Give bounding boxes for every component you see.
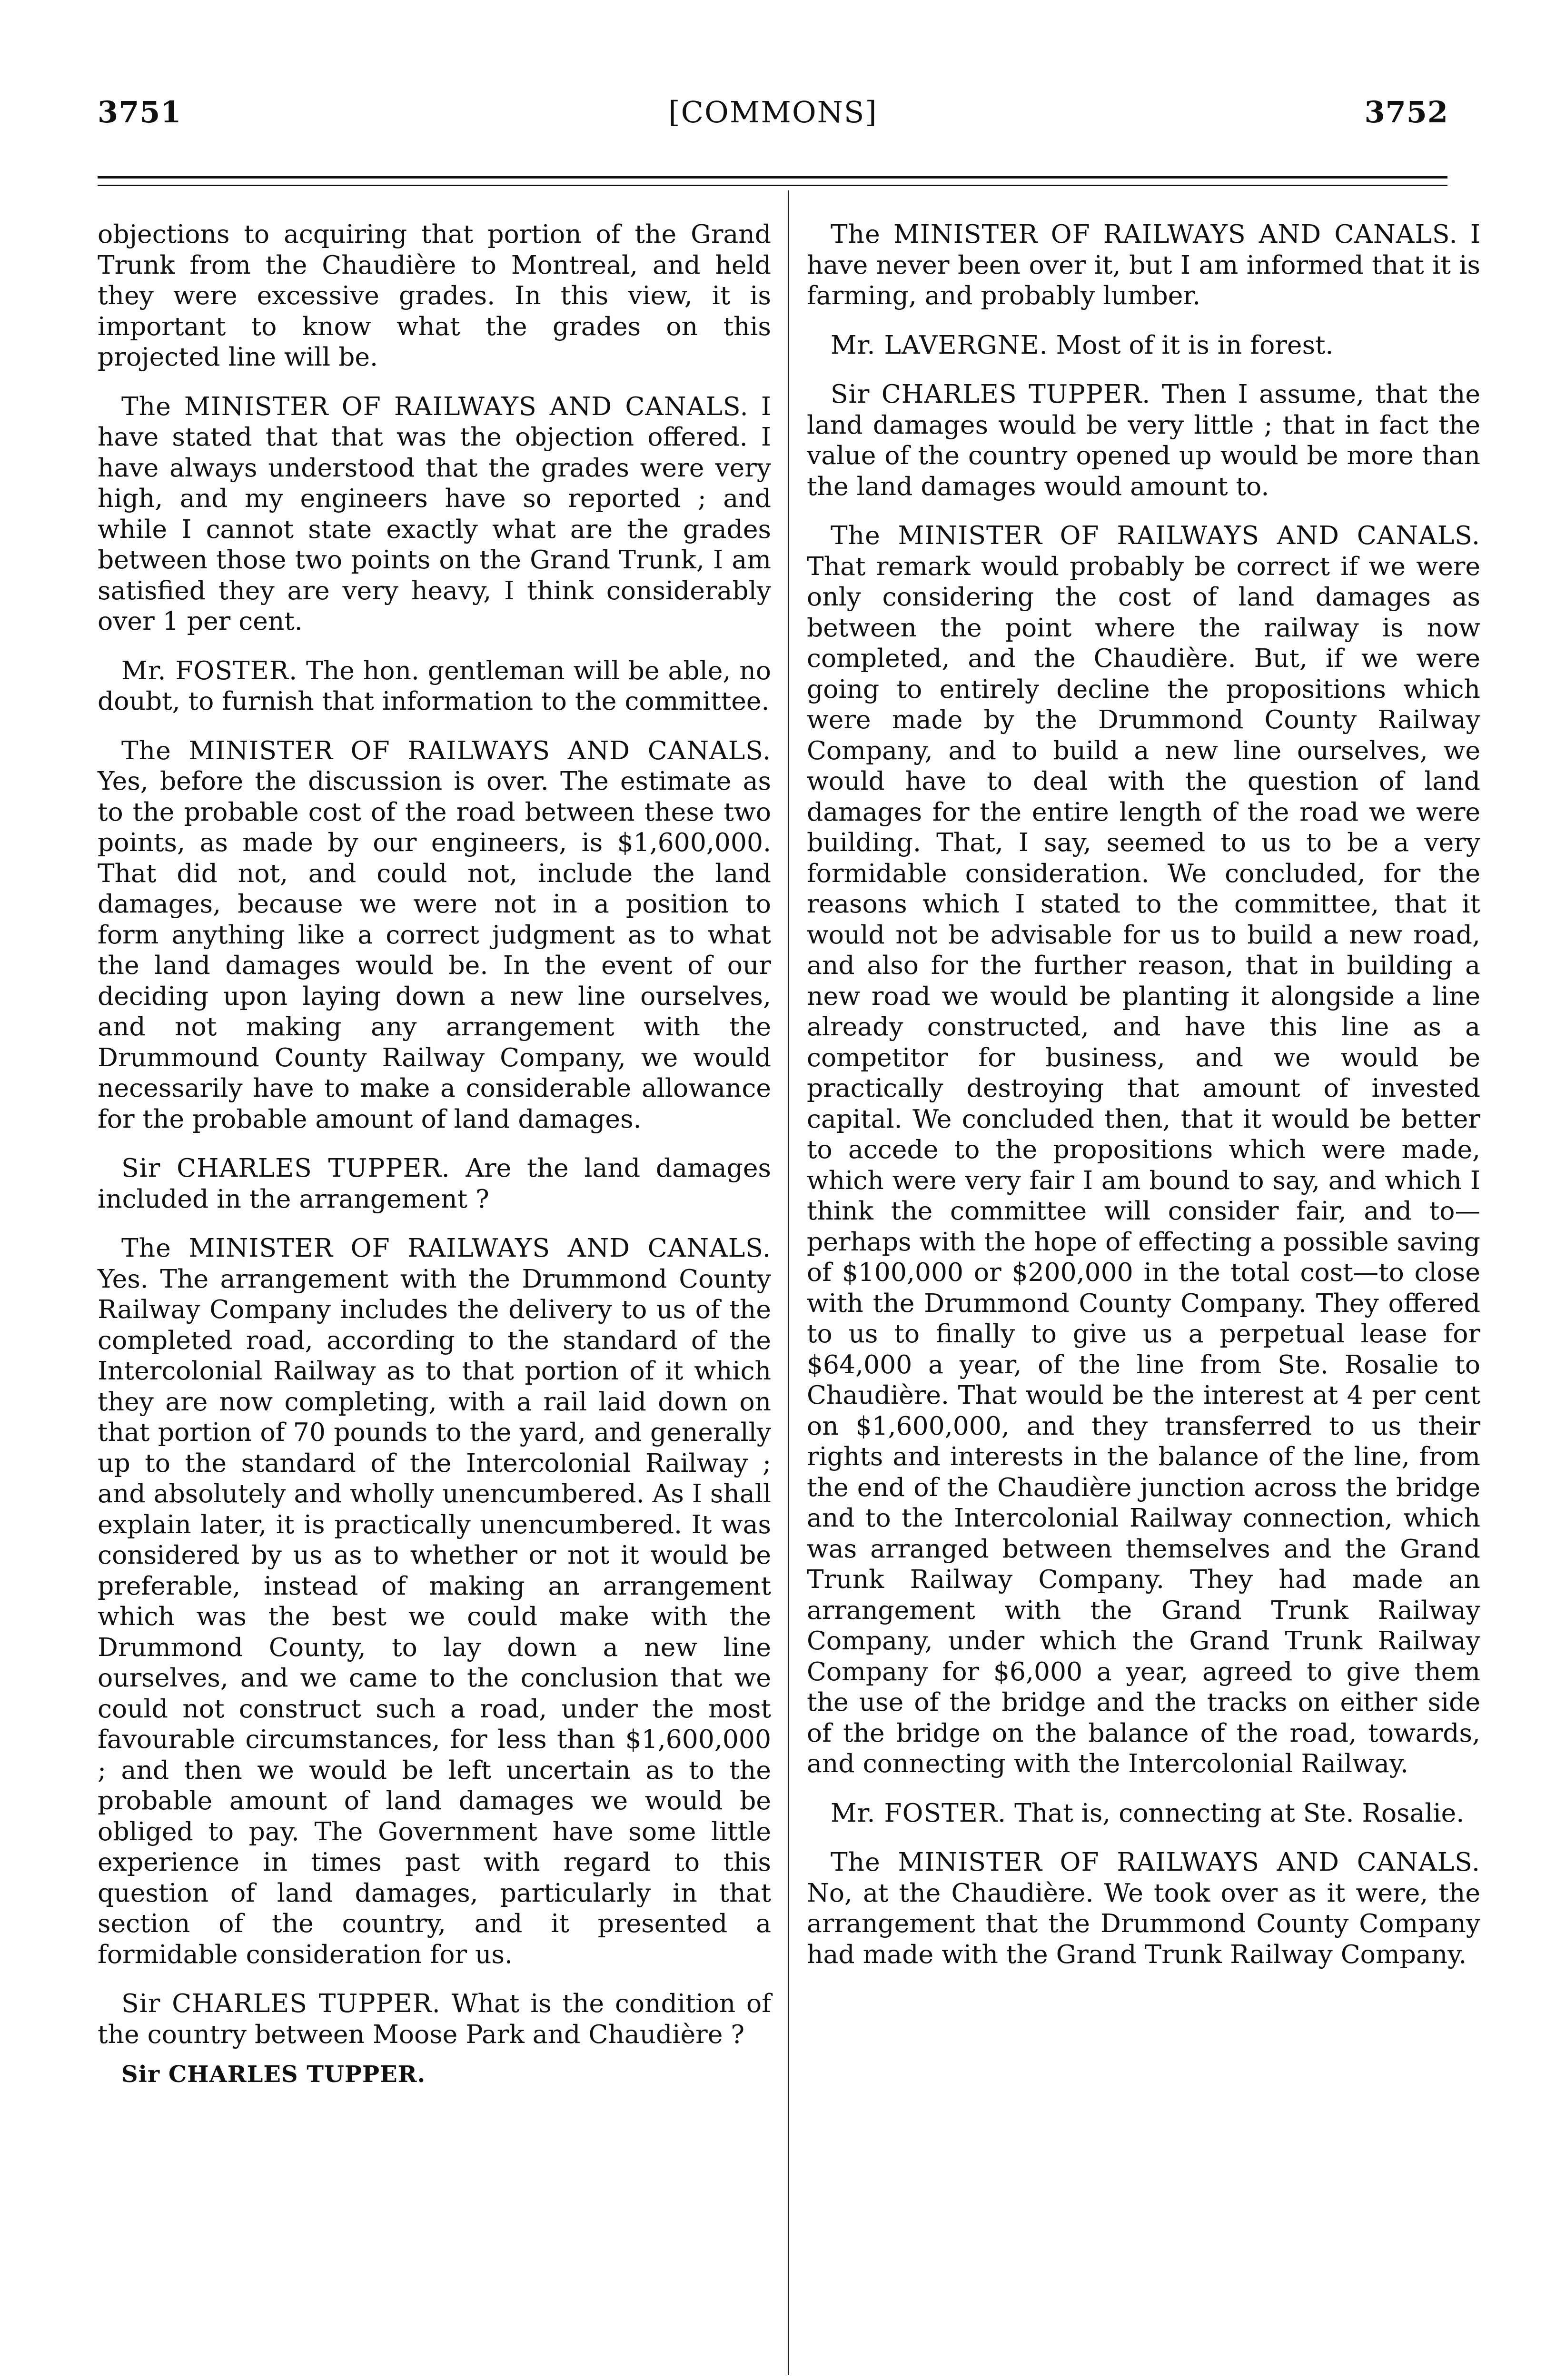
- speaker-name: Mr. FOSTER.: [831, 1797, 1007, 1828]
- paragraph-text: No, at the Chaudière. We took over as it were, the arrangement that the Drummond County Company had made with the Grand Trunk Railway Company.: [807, 1877, 1480, 1969]
- speaker-name: Sir CHARLES TUPPER.: [121, 1988, 441, 2018]
- header-rule-bottom: [98, 185, 1447, 186]
- speech-paragraph: [98, 1988, 771, 2050]
- speech-paragraph: [807, 1798, 1480, 1829]
- paragraph-text: objections to acquiring that portion of the Grand Trunk from the Chaudière to Montreal, and held they were excessive grades. In this view, it is important to know what the grades on this projected line will be.: [98, 219, 771, 372]
- paragraph-text: I have stated that that was the objection offered. I have always understood that the grades were very high, and my engineers have so reported ; and while I cannot state exactly what are the grades between those two points on the Grand Trunk, I am satisfied they are very heavy, I think considerably over 1 per cent.: [98, 391, 771, 636]
- speech-paragraph: [98, 655, 771, 717]
- speaker-name: Sir CHARLES TUPPER.: [831, 379, 1151, 409]
- paragraph-text: That remark would probably be correct if we were only considering the cost of land damages as between the point where the railway is now completed, and the Chaudière. But, if we were going to entirely decline the propositions which were made by the Drummond County Railway Company, and to build a new line ourselves, we would have to deal with the question of land damages for the entire length of the road we were building. That, I say, seemed to us to be a very formidable consideration. We concluded, for the reasons which I stated to the committee, that it would not be advisable for us to build a new road, and also for the further reason, that in building a new road we would be planting it alongside a line already constructed, and have this line as a competitor for business, and we would be practically destroying that amount of invested capital. We concluded then, that it would be better to accede to the propositions which were made, which were very fair I am bound to say, and which I think the committee will consider fair, and to—perhaps with the hope of effecting a possible saving of $100,000 or $200,000 in the total cost—to close with the Drummond County Company. They offered to us to finally to give us a perpetual lease for $64,000 a year, of the line from Ste. Rosalie to Chaudière. That would be the interest at 4 per cent on $1,600,000, and they transferred to us their rights and interests in the balance of the line, from the end of the Chaudière junction across the bridge and to the Intercolonial Railway connection, which was arranged between themselves and the Grand Trunk Railway Company. They had made an arrangement with the Grand Trunk Railway Company, under which the Grand Trunk Railway Company for $6,000 a year, agreed to give them the use of the bridge and the tracks on either side of the bridge on the balance of the road, towards, and connecting with the Intercolonial Railway.: [807, 551, 1480, 1778]
- speech-paragraph: [807, 379, 1480, 502]
- speaker-name: The MINISTER OF RAILWAYS AND CANALS.: [831, 1847, 1480, 1877]
- speaker-name: Mr. FOSTER.: [121, 655, 298, 685]
- column-divider: [788, 190, 789, 2375]
- signoff-speaker: Sir CHARLES TUPPER.: [121, 2061, 426, 2088]
- left-column: [98, 219, 771, 2109]
- speaker-name: The MINISTER OF RAILWAYS AND CANALS.: [121, 391, 749, 421]
- paragraph-text: Then I assume, that the land damages would be very little ; that in fact the value of the country opened up would be more than the land damages would amount to.: [807, 379, 1480, 501]
- speech-paragraph: [98, 1153, 771, 1214]
- speaker-name: Sir CHARLES TUPPER.: [121, 1153, 450, 1183]
- speech-paragraph: [807, 219, 1480, 311]
- paragraph-text: That is, connecting at Ste. Rosalie.: [1014, 1797, 1465, 1828]
- speech-paragraph: [807, 520, 1480, 1779]
- paragraph-text: I have never been over it, but I am informed that it is farming, and probably lumber.: [807, 219, 1480, 310]
- header-rule-top: [98, 176, 1447, 178]
- left-page-number: 3751: [98, 95, 182, 129]
- speech-paragraph: [98, 391, 771, 637]
- paragraph-text: Are the land damages included in the arrangement ?: [98, 1153, 771, 1214]
- speaker-name: Mr. LAVERGNE.: [831, 329, 1048, 360]
- speech-paragraph: [98, 1233, 771, 1970]
- speech-paragraph: [807, 1847, 1480, 1970]
- speaker-name: The MINISTER OF RAILWAYS AND CANALS.: [121, 735, 771, 765]
- running-title: [COMMONS]: [668, 95, 878, 129]
- speaker-name: The MINISTER OF RAILWAYS AND CANALS.: [831, 219, 1458, 249]
- speaker-name: The MINISTER OF RAILWAYS AND CANALS.: [831, 520, 1480, 550]
- speaker-name: The MINISTER OF RAILWAYS AND CANALS.: [121, 1233, 771, 1263]
- paragraph-text: Most of it is in forest.: [1056, 329, 1334, 360]
- right-column: [807, 219, 1480, 1988]
- paragraph-text: Yes, before the discussion is over. The estimate as to the probable cost of the road between these two points, as made by our engineers, is $1,600,000. That did not, and could not, include the land damages, because we were not in a position to form anything like a correct judgment as to what the land damages would be. In the event of our deciding upon laying down a new line ourselves, and not making any arrangement with the Drummound County Railway Company, we would necessarily have to make a considerable allowance for the probable amount of land damages.: [98, 766, 771, 1134]
- paragraph-text: Yes. The arrangement with the Drummond County Railway Company includes the delivery to us of the completed road, according to the standard of the Intercolonial Railway as to that portion of it which they are now completing, with a rail laid down on that portion of 70 pounds to the yard, and generally up to the standard of the Intercolonial Railway ; and absolutely and wholly unencumbered. As I shall explain later, it is practically unencumbered. It was considered by us as to whether or not it would be preferable, instead of making an arrangement which was the best we could make with the Drummond County, to lay down a new line ourselves, and we came to the conclusion that we could not construct such a road, under the most favourable circumstances, for less than $1,600,000 ; and then we would be left uncertain as to the probable amount of land damages we would be obliged to pay. The Government have some little experience in times past with regard to this question of land damages, particularly in that section of the country, and it presented a formidable consideration for us.: [98, 1263, 771, 1969]
- right-page-number: 3752: [1364, 95, 1448, 129]
- paragraph-text: What is the condition of the country between Moose Park and Chaudière ?: [98, 1988, 772, 2049]
- speech-paragraph: [807, 330, 1480, 361]
- speech-paragraph: [98, 735, 771, 1135]
- paragraph-continued: [98, 219, 771, 373]
- paragraph-text: The hon. gentleman will be able, no doubt, to furnish that information to the committee.: [98, 655, 771, 716]
